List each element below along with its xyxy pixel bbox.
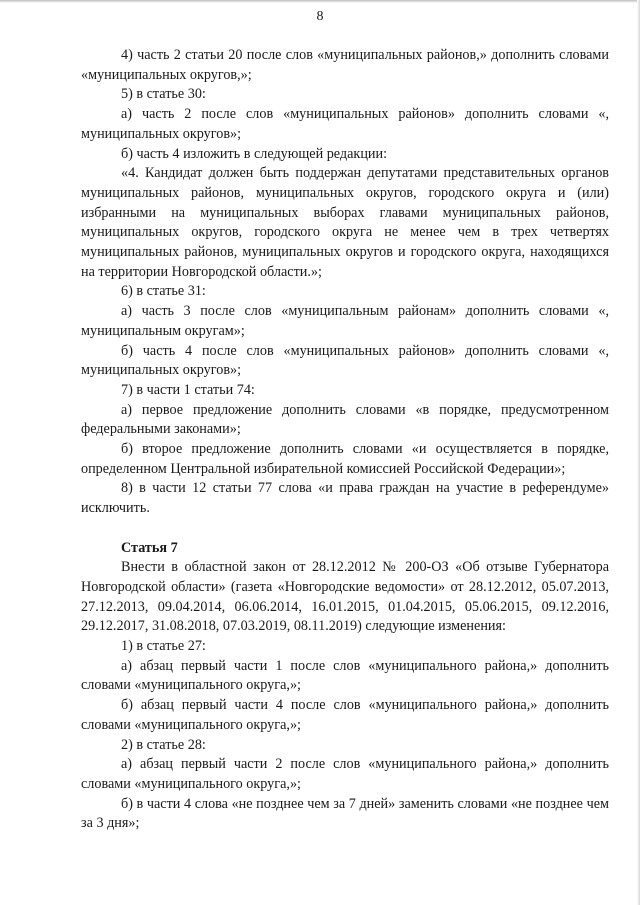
paragraph: а) часть 2 после слов «муниципальных районов» дополнить словами «, муниципальных округов»; (81, 106, 609, 142)
blank-line (81, 519, 609, 539)
paragraph: 1) в статье 27: (121, 638, 206, 655)
paragraph: б) в части 4 слова «не позднее чем за 7 дней» заменить словами «не позднее чем за 3 дня»; (81, 795, 609, 832)
paragraph: 6) в статье 31: (121, 283, 206, 300)
paragraph: б) абзац первый части 4 после слов «муниципального района,» дополнить словами «муниципального округа,»; (81, 697, 609, 733)
paragraph: а) абзац первый части 1 после слов «муниципального района,» дополнить словами «муниципального округа,»; (81, 657, 609, 694)
paragraph: Внести в областной закон от 28.12.2012 № 200-ОЗ «Об отзыве Губернатора Новгородской области» (газета «Новгородские ведомости» от 28.12.2012, 05.07.2013, 27.12.2013, 09.04.2014, 06.06.2014, 16.01.2015, 01.04.2015, 05.06.2015, 09.12.2016, 29.12.2017, 31.08.2018, 07.03.2019, 08.11.2019) следующие изменения: (81, 559, 609, 635)
document-body (81, 46, 609, 834)
paragraph: б) второе предложение дополнить словами «и осуществляется в порядке, определенном Центральной избирательной комиссией Российской Федерации»; (81, 441, 609, 477)
paragraph: а) первое предложение дополнить словами «в порядке, предусмотренном федеральными законами»; (81, 401, 609, 438)
paragraph: 7) в части 1 статьи 74: (121, 381, 255, 398)
page-number: 8 (316, 9, 324, 24)
paragraph: 8) в части 12 статьи 77 слова «и права граждан на участие в референдуме» исключить. (81, 480, 609, 517)
paragraph: б) часть 4 после слов «муниципальных районов» дополнить словами «, муниципальных округов»; (81, 342, 609, 379)
paragraph: 4) часть 2 статьи 20 после слов «муниципальных районов,» дополнить словами «муниципальных округов,»; (81, 47, 609, 83)
paragraph: а) абзац первый части 2 после слов «муниципального района,» дополнить словами «муниципального округа,»; (81, 756, 609, 792)
paragraph: 5) в статье 30: (121, 86, 206, 103)
paragraph: а) часть 3 после слов «муниципальным районам» дополнить словами «, муниципальным округам»; (81, 303, 609, 339)
article-heading: Статья 7 (121, 539, 178, 556)
paragraph: «4. Кандидат должен быть поддержан депутатами представительных органов муниципальных районов, муниципальных округов, городского округа и (или) избранными на муниципальных выборах главами муниципальных районов, муниципальных округов, городского округа не менее чем в трех четвертях муниципальных районов, муниципальных округов и городского округа, находящихся на территории Новгородской области.»; (81, 165, 609, 280)
paragraph: 2) в статье 28: (121, 736, 206, 753)
scan-edge-top (0, 0, 640, 3)
paragraph: б) часть 4 изложить в следующей редакции: (121, 145, 388, 162)
